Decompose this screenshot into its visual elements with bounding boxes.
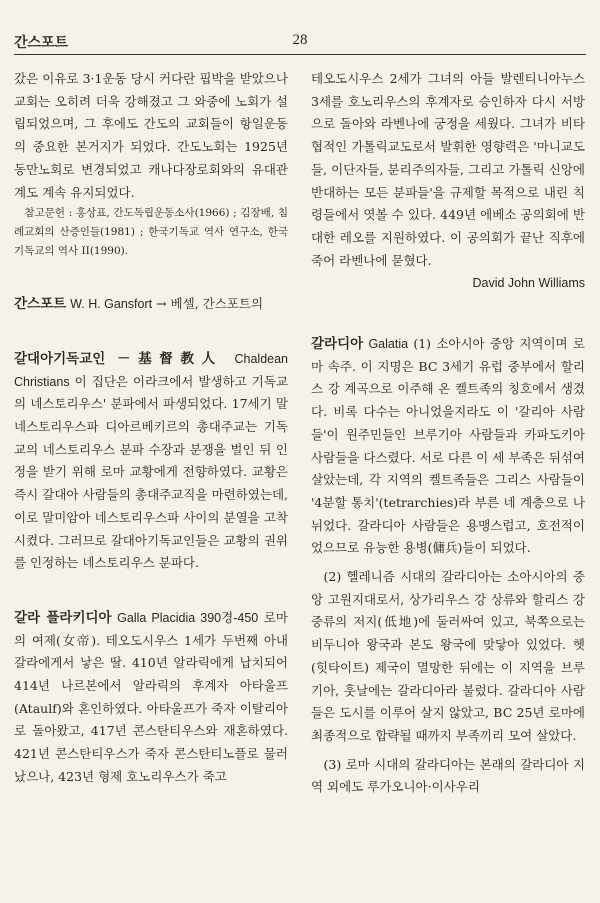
right-column — [311, 68, 585, 799]
entry-latin-name: Galatia — [368, 337, 409, 352]
entry-paragraph: (3) 로마 시대의 갈라디아는 본래의 갈라디아 지역 외에도 루가오니아·이사우리 — [311, 756, 585, 795]
author-signature: David John Williams — [472, 276, 585, 291]
continued-paragraph: 테오도시우스 2세가 그녀의 아들 발렌티니아누스 3세를 호노리우스의 후계자로 승인하자 다시 서방으로 돌아와 라벤나에 궁정을 세웠다. 그녀가 비타협적인 가톨릭교도로서 발휘한 영향력은 '마니교도들, 이단자들, 분리주의자들, 그리고 가톨릭 신앙에 반대하는 모든 분파들'을 규제할 목적으로 내린 칙령들에서 엿볼 수 있다. 449년 에베소 공의회에 반대한 레오를 지원하였다. 이 공의회가 끝난 직후에 죽어 라벤나에 묻혔다. — [311, 71, 585, 268]
entry-text: 로마의 여제(女帝). 테오도시우스 1세가 두번째 아내 갈라에게서 낳은 딸. 410년 알라릭에게 납치되어 414년 나르본에서 알라릭의 후계자 아타울프(Ataulf)와 혼인하였다. 아타울프가 죽자 이탈리아로 돌아왔고, 417년 콘스탄티우스와 재혼하였다. 421년 콘스탄티우스가 죽자 콘스탄티노플로 물러났으나, 423년 형제 호노리우스가 죽고 — [14, 609, 288, 784]
entry-headword: 갈대아기독교인 — [14, 350, 106, 367]
entry-text: → 베셀, 간스포트의 — [156, 296, 264, 312]
entry-latin-name: Chaldean Christians — [14, 351, 288, 389]
entry-chaldean-christians — [14, 348, 288, 575]
entry-latin-name: Galla Placidia 390경-450 — [117, 610, 259, 625]
entry-gansfort — [14, 293, 288, 316]
page-number: 28 — [292, 32, 308, 48]
entry-text: 이 집단은 이라크에서 발생하고 기독교의 네스토리우스' 분파에서 파생되었다. 17세기 말 네스토리우스파 디아르베키르의 총대주교는 기독교의 네스토리우스 분파 수장과 분쟁을 벌인 뒤 인정을 받기 위해 로마 교황에게 전향하였다. 교황은 즉시 갈대아 사람들의 총대주교직을 마련하였는데, 이로 말미암아 네스토리우스파 사이의 분열을 고착시켰다. 그러므로 갈대아기독교인들은 교황의 권위를 인정하는 네스토리우스 분파다. — [14, 373, 288, 571]
entry-paragraph: (2) 헬레니즘 시대의 갈라디아는 소아시아의 중앙 고원지대로서, 상가리우스 강 상류와 할리스 강 중류의 저지(低地)에 둘러싸여 있고, 북쪽으로는 비두니아 왕국과 본도 왕국에 맞닿아 있었다. 헷(힛타이트) 제국이 멸망한 뒤에는 이 지역을 브루기아, 훗날에는 갈라디아라 불렀다. 갈라디아 사람들은 도시를 이루어 살지 않았고, BC 25년 로마에 최종적으로 합략될 때까지 부족끼리 모여 살았다. — [311, 569, 585, 743]
references: 참고문헌 : 홍상표, 간도독립운동소사(1966) ; 김장배, 침례교회의 산증인들(1981) ; 한국기독교 역사 연구소, 한국기독교의 역사 II(1990). — [14, 207, 288, 258]
continued-paragraph: 갔은 이유로 3·1운동 당시 커다란 핍박을 받았으나 교회는 오히려 더욱 강해졌고 그 와중에 노회가 설립되었으며, 그 후에도 간도의 교회들이 항일운동의 중요한 본거지가 되었다. 간도노회는 1925년 동만노회로 변경되었고 캐나다장로회와의 유대관계도 계속 유지되었다. — [14, 71, 288, 200]
entry-headword: 간스포트 — [14, 296, 67, 313]
entry-text: (1) 소아시아 중앙 지역이며 로마 속주. 이 지명은 BC 3세기 유럽 중부에서 할리스 강 계곡으로 이주해 온 켈트족의 칭호에서 생겼다. 비록 다수는 아니었을지라도 이 '갈리아 사람들'이 원주민들인 브루기아 사람들과 카파도키아 사람들을 다스렸다. 서로 다른 이 세 부족은 뒤섞여 살았는데, 각 지역의 켈트족들은 그리스 사람들이 '4분할 통치'(tetrarchies)라 부른 네 계층으로 나뉘었다. 갈라디아 사람들은 용맹스럽고, 호전적이었으므로 유능한 용병(傭兵)들이 되었다. — [311, 336, 585, 556]
entry-hanja: －基督教人 — [116, 350, 223, 367]
entry-galla-placidia — [14, 607, 288, 789]
entry-headword: 갈라 플라키디아 — [14, 609, 112, 626]
entry-latin-name: W. H. Gansfort — [70, 297, 153, 312]
running-head: 간스포트 — [14, 35, 69, 51]
entry-headword: 갈라디아 — [311, 336, 364, 353]
left-column — [14, 68, 288, 789]
page-header — [14, 30, 586, 55]
entry-galatia — [311, 333, 585, 799]
